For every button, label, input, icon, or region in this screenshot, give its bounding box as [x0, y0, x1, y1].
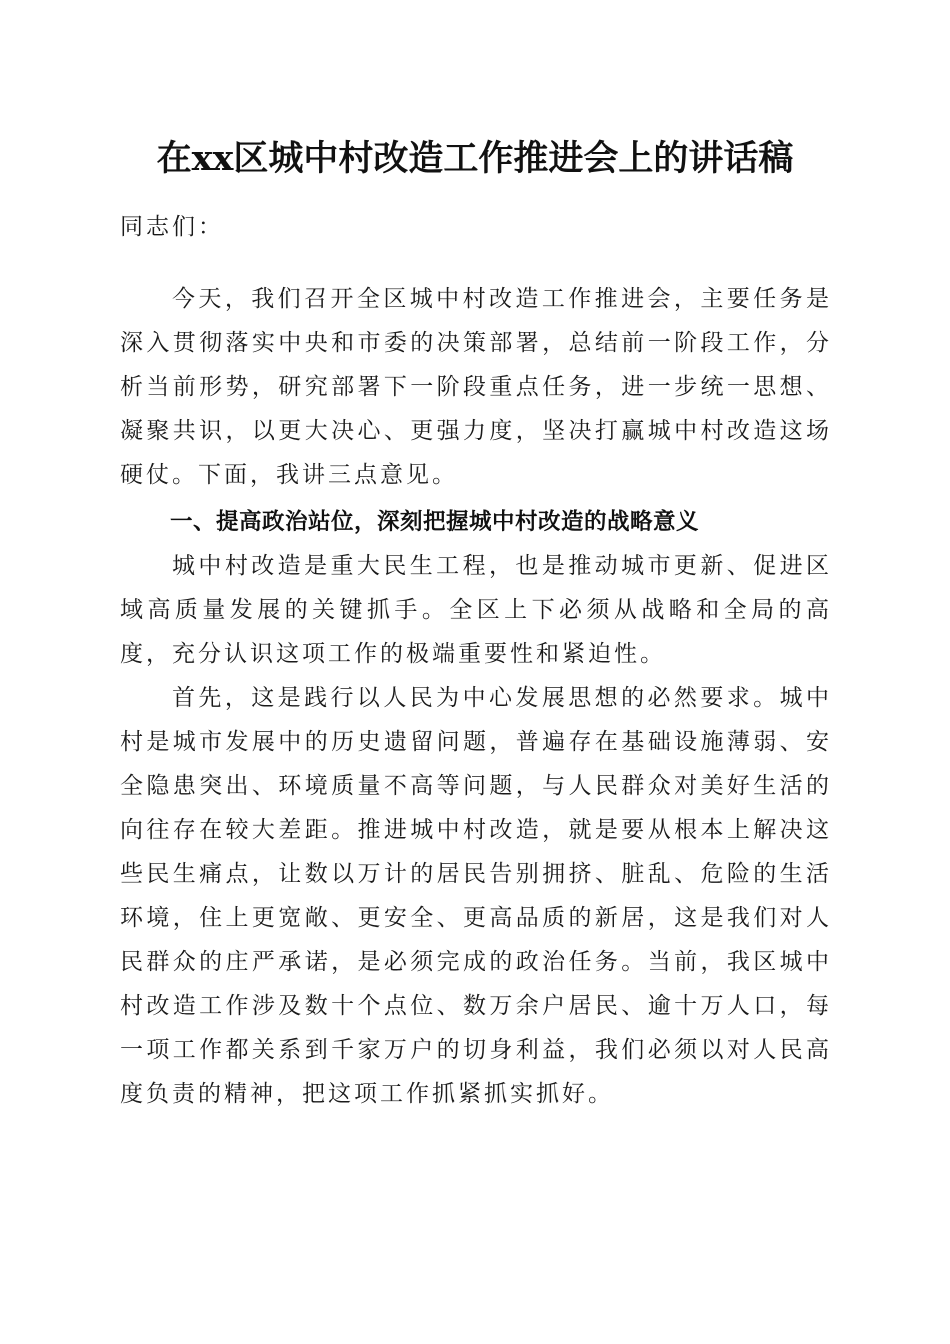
- paragraph-significance: 城中村改造是重大民生工程，也是推动城市更新、促进区域高质量发展的关键抓手。全区上下必须从战略和全局的高度，充分认识这项工作的极端重要性和紧迫性。: [120, 553, 832, 667]
- salutation: 同志们：: [120, 214, 224, 240]
- document-title: 在xx区城中村改造工作推进会上的讲话稿: [156, 138, 794, 179]
- paragraph-intro: 今天，我们召开全区城中村改造工作推进会，主要任务是深入贯彻落实中央和市委的决策部署，总结前一阶段工作，分析当前形势，研究部署下一阶段重点任务，进一步统一思想、凝聚共识，以更大决心、更强力度，坚决打赢城中村改造这场硬仗。下面，我讲三点意见。: [120, 286, 832, 488]
- section-heading-1: 一、提高政治站位，深刻把握城中村改造的战略意义: [170, 509, 700, 535]
- paragraph-first-point: 首先，这是践行以人民为中心发展思想的必然要求。城中村是城市发展中的历史遗留问题，普遍存在基础设施薄弱、安全隐患突出、环境质量不高等问题，与人民群众对美好生活的向往存在较大差距。推进城中村改造，就是要从根本上解决这些民生痛点，让数以万计的居民告别拥挤、脏乱、危险的生活环境，住上更宽敞、更安全、更高品质的新居，这是我们对人民群众的庄严承诺，是必须完成的政治任务。当前，我区城中村改造工作涉及数十个点位、数万余户居民、逾十万人口，每一项工作都关系到千家万户的切身利益，我们必须以对人民高度负责的精神，把这项工作抓紧抓实抓好。: [120, 685, 832, 1107]
